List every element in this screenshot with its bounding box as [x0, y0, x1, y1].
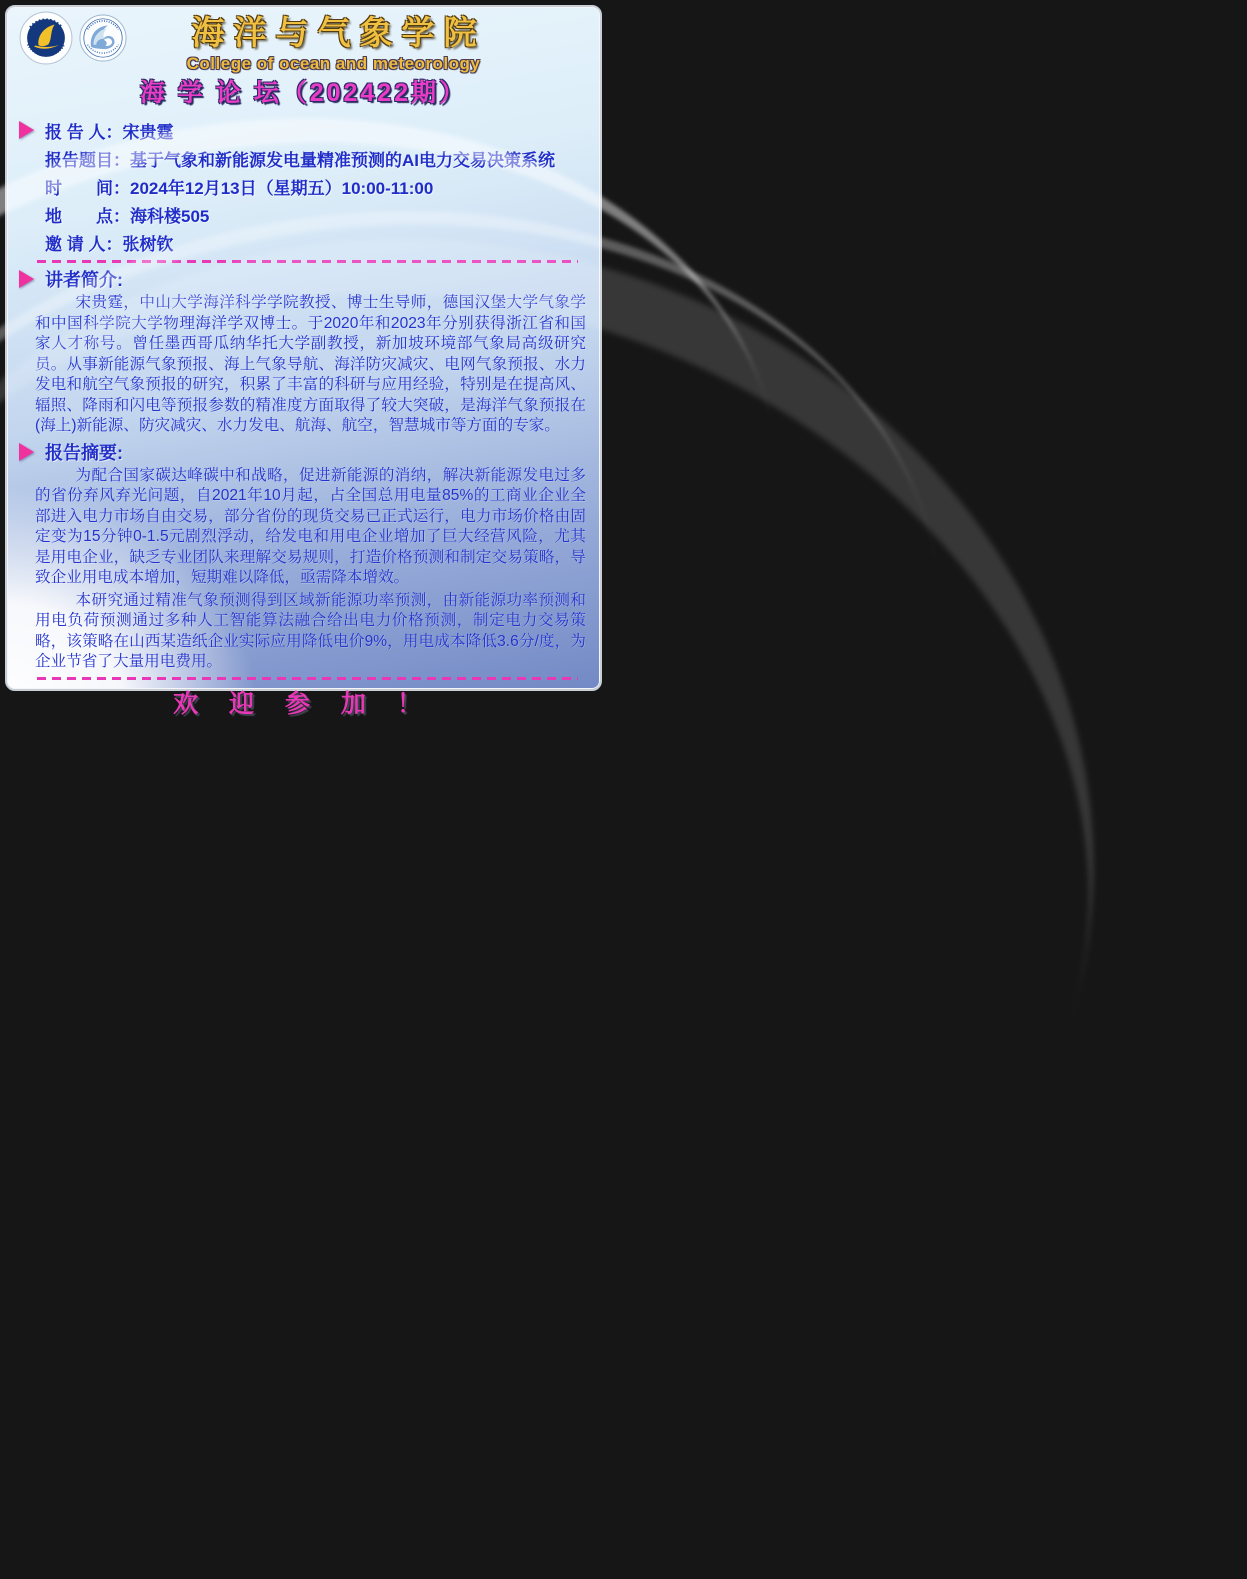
info-row-speaker — [19, 116, 582, 144]
info-label: 地 点： — [45, 206, 130, 226]
triangle-bullet-icon — [19, 121, 34, 139]
dashed-separator — [37, 677, 578, 680]
bullet-col — [19, 270, 45, 288]
abstract-paragraph-1: 为配合国家碳达峰碳中和战略，促进新能源的消纳，解决新能源发电过多的省份弃风弃光问题，自2021年10月起，占全国总用电量85%的工商业企业全部进入电力市场自由交易，部分省份的现货交易已正式运行，电力市场价格由固定变为15分钟0-1.5元剧烈浮动，给发电和用电企业增加了巨大经营风险，尤其是用电企业，缺乏专业团队来理解交易规则，打造价格预测和制定交易策略，导致企业用电成本增加，短期难以降低，亟需降本增效。 — [35, 466, 586, 586]
forum-title: 海 学 论 坛（202422期） — [139, 79, 468, 107]
dashed-separator — [37, 260, 578, 263]
logo-group — [19, 11, 127, 65]
bullet-col — [19, 443, 45, 461]
bio-section-heading — [19, 267, 582, 291]
abstract-section-heading — [19, 440, 582, 464]
college-name-en: College of ocean and meteorology — [186, 54, 481, 73]
bio-heading-text: 讲者简介: — [45, 270, 123, 290]
seminar-info — [19, 116, 582, 256]
info-value-time: 2024年12月13日（星期五）10:00-11:00 — [130, 178, 434, 198]
triangle-bullet-icon — [19, 443, 34, 461]
info-row-time — [19, 172, 582, 200]
info-row-location — [19, 200, 582, 228]
info-value-title: 基于气象和新能源发电量精准预测的AI电力交易决策系统 — [130, 150, 555, 170]
college-name-zh: 海洋与气象学院 — [191, 13, 486, 52]
info-value-speaker: 宋贵霆 — [122, 122, 174, 142]
info-value-location: 海科楼505 — [130, 206, 210, 226]
welcome-text: 欢 迎 参 加 ！ — [173, 689, 434, 718]
university-seal-logo — [19, 11, 73, 65]
abstract-heading-text: 报告摘要: — [45, 442, 123, 463]
header — [7, 7, 600, 109]
triangle-bullet-icon — [19, 270, 34, 288]
poster-slide — [5, 5, 602, 718]
info-row-inviter — [19, 228, 582, 256]
bullet-col — [19, 121, 45, 139]
info-label: 报告题目： — [45, 150, 130, 170]
info-row-title — [19, 144, 582, 172]
info-label: 报 告 人： — [45, 122, 123, 142]
info-value-inviter: 张树钦 — [122, 234, 174, 254]
abstract-paragraph-2: 本研究通过精准气象预测得到区域新能源功率预测，由新能源功率预测和用电负荷预测通过多种人工智能算法融合给出电力价格预测，制定电力交易策略，该策略在山西某造纸企业实际应用降低电价9%，用电成本降低3.6分/度，为企业节省了大量用电费用。 — [35, 591, 586, 670]
bio-paragraph: 宋贵霆，中山大学海洋科学学院教授、博士生导师，德国汉堡大学气象学和中国科学院大学物理海洋学双博士。于2020年和2023年分别获得浙江省和国家人才称号。曾任墨西哥瓜纳华托大学副教授，新加坡环境部气象局高级研究员。从事新能源气象预报、海上气象导航、海洋防灾减灾、电网气象预报、水力发电和航空气象预报的研究，积累了丰富的科研与应用经验，特别是在提高风、辐照、降雨和闪电等预报参数的精准度方面取得了较大突破，是海洋气象预报在(海上)新能源、防灾减灾、水力发电、航海、航空，智慧城市等方面的专家。 — [35, 294, 586, 434]
info-label: 邀 请 人： — [45, 234, 123, 254]
college-seal-logo — [79, 14, 127, 62]
info-label: 时 间： — [45, 178, 130, 198]
